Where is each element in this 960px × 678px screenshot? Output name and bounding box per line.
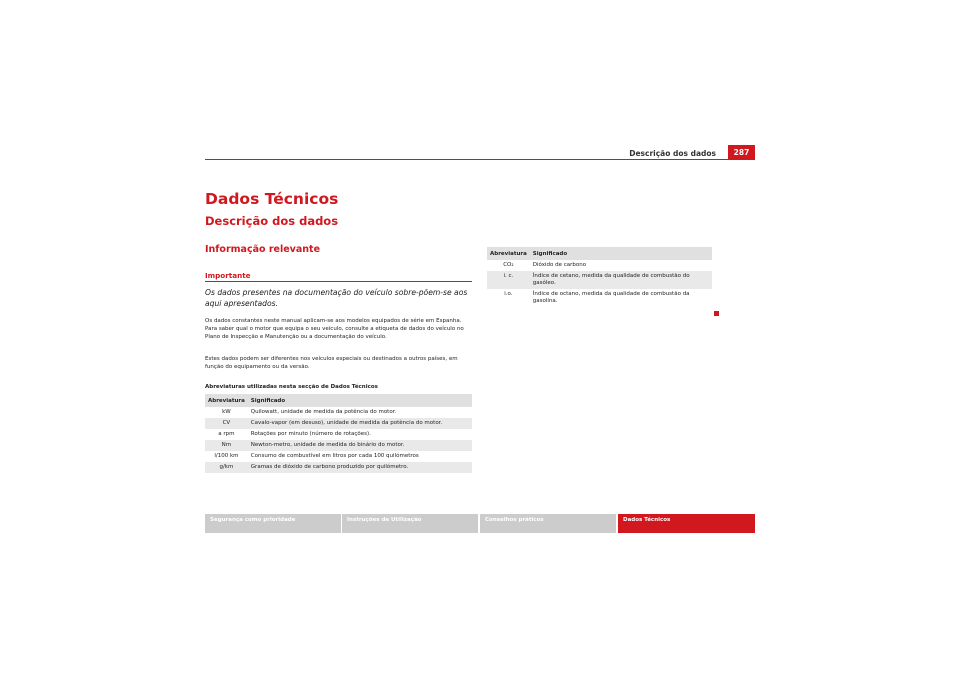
table-header-row xyxy=(205,394,472,407)
column-header-abbreviation: Abreviatura xyxy=(205,394,248,407)
meaning-cell: Dióxido de carbono xyxy=(532,262,587,268)
abbreviation-cell: Nm xyxy=(205,440,248,451)
table-row xyxy=(205,418,472,429)
table-header-row xyxy=(487,247,712,260)
important-heading: Importante xyxy=(205,271,251,280)
abbreviation-cell: i. c. xyxy=(487,271,530,289)
table-row xyxy=(205,440,472,451)
abbreviation-cell: kW xyxy=(222,409,231,415)
subsection-title: Informação relevante xyxy=(205,244,321,255)
abbreviations-table-right xyxy=(487,247,712,307)
meaning-cell: Quilowatt, unidade de medida da potência do motor. xyxy=(250,409,397,415)
table-row xyxy=(205,462,472,473)
end-of-section-marker xyxy=(714,311,719,316)
important-note: Os dados presentes na documentação do veículo sobre-põem-se aos aqui apresentados. xyxy=(205,288,468,308)
running-header-title: Descrição dos dados xyxy=(629,149,716,158)
table-row xyxy=(205,407,472,418)
abbreviations-table-left xyxy=(205,394,472,473)
abbreviation-cell: i.o. xyxy=(504,291,513,297)
table-row xyxy=(487,271,712,289)
column-header-meaning: Significado xyxy=(248,394,472,407)
meaning-cell: Gramas de dióxido de carbono produzido por quilómetro. xyxy=(248,462,472,473)
table-row xyxy=(205,429,472,440)
column-header-abbreviation: Abreviatura xyxy=(487,247,530,260)
meaning-cell: Rotações por minuto (número de rotações). xyxy=(250,431,371,437)
abbreviation-cell: l/100 km xyxy=(214,453,239,459)
section-title: Descrição dos dados xyxy=(205,214,339,228)
important-rule xyxy=(205,281,472,282)
meaning-cell: Índice de octano, medida da qualidade de combustão da gasolina. xyxy=(532,291,690,304)
column-header-meaning: Significado xyxy=(530,247,712,260)
page-number-badge: 287 xyxy=(728,145,755,160)
nav-tab-practical-tips[interactable]: Conselhos práticos xyxy=(480,514,616,533)
abbreviation-cell: CV xyxy=(205,418,248,429)
abbreviation-cell: g/km xyxy=(205,462,248,473)
meaning-cell: Cavalo-vapor (em desuso), unidade de medida da potência do motor. xyxy=(248,418,472,429)
meaning-cell: Índice de cetano, medida da qualidade de combustão do gasóleo. xyxy=(530,271,712,289)
abbreviation-cell: a rpm xyxy=(218,431,235,437)
nav-tab-technical-data[interactable]: Dados Técnicos xyxy=(618,514,755,533)
nav-tab-safety[interactable]: Segurança como prioridade xyxy=(205,514,341,533)
abbreviation-cell: CO₂ xyxy=(503,262,514,268)
header-rule xyxy=(205,159,755,160)
body-paragraph-1: Os dados constantes neste manual aplicam-se aos modelos equipados de série em Espanha. Para saber qual o motor que equipa o seu veículo, consulte a etiqueta de dados do veículo no Plano de Inspecção e Manutenção ou a documentação do veículo. xyxy=(205,318,464,341)
table-row xyxy=(487,289,712,307)
table-row xyxy=(487,260,712,271)
nav-tab-instructions[interactable]: Instruções de Utilização xyxy=(342,514,478,533)
chapter-title: Dados Técnicos xyxy=(205,190,339,208)
meaning-cell: Consumo de combustível em litros por cada 100 quilómetros xyxy=(250,453,419,459)
table-row xyxy=(205,451,472,462)
body-paragraph-2: Estes dados podem ser diferentes nos veículos especiais ou destinados a outros países, em função do equipamento ou da versão. xyxy=(205,356,458,371)
table-caption: Abreviaturas utilizadas nesta secção de Dados Técnicos xyxy=(205,384,378,390)
meaning-cell: Newton-metro, unidade de medida do binário do motor. xyxy=(248,440,472,451)
